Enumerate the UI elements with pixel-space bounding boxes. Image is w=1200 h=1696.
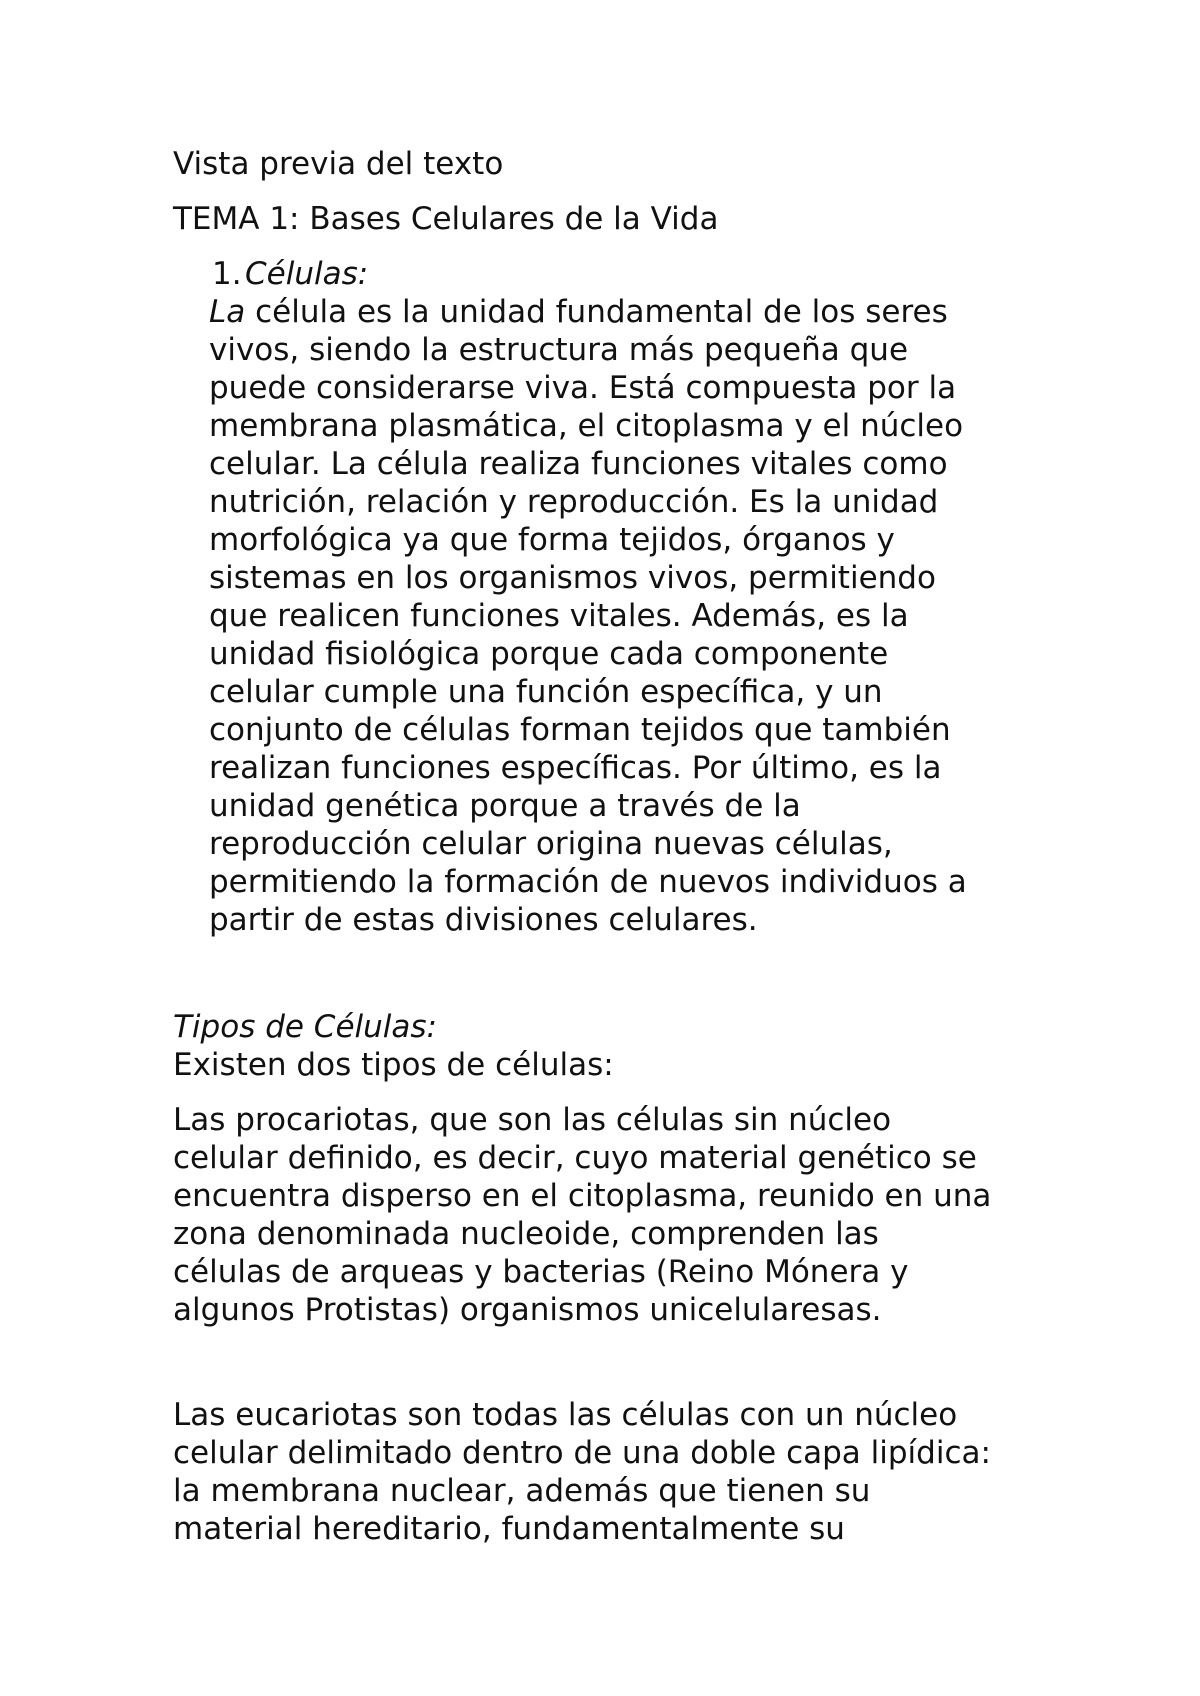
list-number: 1. [212,256,242,292]
procariotas-line: Las procariotas, que son las células sin núcleo [173,1102,892,1138]
paragraph-line: membrana plasmática, el citoplasma y el núcleo [209,408,964,444]
paragraph-line: sistemas en los organismos vivos, permitiendo [209,560,936,596]
paragraph-line: reproducción celular origina nuevas células, [209,826,893,862]
paragraph-line: conjunto de células forman tejidos que también [209,712,951,748]
first-word: La [209,294,246,330]
paragraph-line: unidad fisiológica porque cada componente [209,636,889,672]
procariotas-line: células de arqueas y bacterias (Reino Mónera y [173,1254,909,1290]
paragraph-line: realizan funciones específicas. Por último, es la [209,750,942,786]
preview-title: Vista previa del texto [173,146,504,182]
procariotas-line: celular definido, es decir, cuyo material genético se [173,1140,977,1176]
paragraph-line: morfológica ya que forma tejidos, órganos y [209,522,895,558]
topic-title: TEMA 1: Bases Celulares de la Vida [173,201,719,237]
procariotas-line: algunos Protistas) organismos unicelularesas. [173,1292,882,1328]
paragraph-line: vivos, siendo la estructura más pequeña que [209,332,909,368]
procariotas-line: encuentra disperso en el citoplasma, reunido en una [173,1178,992,1214]
eucariotas-line: material hereditario, fundamentalmente su [173,1511,845,1547]
paragraph-line: celular. La célula realiza funciones vitales como [209,446,948,482]
eucariotas-line: la membrana nuclear, además que tienen su [173,1473,871,1509]
paragraph-line: partir de estas divisiones celulares. [209,902,758,938]
paragraph-line: puede considerarse viva. Está compuesta por la [209,370,957,406]
paragraph-line: unidad genética porque a través de la [209,788,801,824]
eucariotas-line: celular delimitado dentro de una doble capa lipídica: [173,1435,991,1471]
section-intro: Existen dos tipos de células: [173,1047,614,1083]
section-heading-tipos: Tipos de Células: [173,1009,437,1045]
procariotas-line: zona denominada nucleoide, comprenden las [173,1216,879,1252]
paragraph-line: que realicen funciones vitales. Además, es la [209,598,909,634]
eucariotas-line: Las eucariotas son todas las células con un núcleo [173,1397,958,1433]
first-line-rest: célula es la unidad fundamental de los seres [245,294,948,330]
paragraph-line: nutrición, relación y reproducción. Es la unidad [209,484,939,520]
paragraph-line: celular cumple una función específica, y un [209,674,883,710]
section-heading-celulas: Células: [245,256,369,292]
paragraph-first-line [209,293,948,331]
paragraph-line: permitiendo la formación de nuevos individuos a [209,864,967,900]
